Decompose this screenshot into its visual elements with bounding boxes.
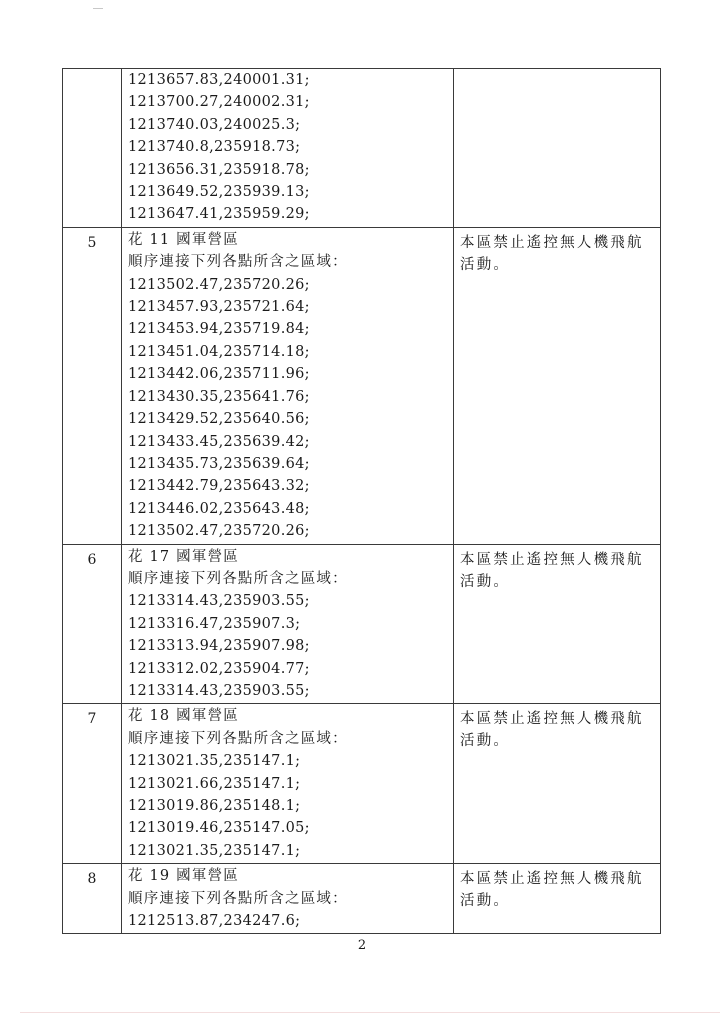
coordinate-point: 1213314.43,235903.55; bbox=[128, 593, 310, 610]
coordinate-point: 1213457.93,235721.64; bbox=[128, 299, 310, 316]
coordinate-point: 1213647.41,235959.29; bbox=[128, 206, 310, 223]
area-description bbox=[128, 704, 453, 863]
table-row bbox=[63, 544, 661, 704]
row-number: 7 bbox=[63, 704, 122, 864]
scan-edge-line bbox=[20, 1012, 720, 1013]
coordinate-point: 1213446.02,235643.48; bbox=[128, 500, 310, 517]
coordinate-point: 1213429.52,235640.56; bbox=[128, 411, 310, 428]
area-description bbox=[128, 228, 453, 544]
coordinate-point: 1213313.94,235907.98; bbox=[128, 638, 310, 655]
page-number: 2 bbox=[357, 938, 367, 953]
restriction-text: 本區禁止遙控無人機飛航 bbox=[460, 551, 644, 568]
restriction-cell bbox=[454, 69, 661, 228]
coordinate-point: 1213019.86,235148.1; bbox=[128, 798, 301, 814]
row-number bbox=[63, 69, 122, 228]
area-title: 花 19 國軍營區 bbox=[128, 868, 239, 885]
table-row bbox=[63, 864, 661, 934]
coordinate-point: 1213451.04,235714.18; bbox=[128, 343, 310, 360]
table-row bbox=[63, 69, 661, 228]
area-title: 花 11 國軍營區 bbox=[128, 231, 239, 248]
restriction-text: 活動。 bbox=[460, 256, 511, 273]
area-title: 花 17 國軍營區 bbox=[128, 548, 239, 565]
restriction-text: 活動。 bbox=[460, 573, 511, 590]
area-description-cell bbox=[122, 704, 454, 864]
restriction-cell bbox=[454, 544, 661, 704]
connection-instruction: 順序連接下列各點所含之區域： bbox=[128, 730, 348, 747]
coordinate-point: 1213435.73,235639.64; bbox=[128, 455, 310, 472]
coordinate-point: 1213316.47,235907.3; bbox=[128, 615, 301, 632]
area-description-cell bbox=[122, 227, 454, 544]
coordinate-point: 1213433.45,235639.42; bbox=[128, 433, 310, 450]
connection-instruction: 順序連接下列各點所含之區域： bbox=[128, 570, 348, 587]
coordinate-point: 1213657.83,240001.31; bbox=[128, 72, 310, 88]
row-number: 5 bbox=[63, 227, 122, 544]
coordinate-point: 1213430.35,235641.76; bbox=[128, 388, 310, 405]
area-description-cell bbox=[122, 864, 454, 934]
table-row bbox=[63, 704, 661, 864]
restriction-cell bbox=[454, 704, 661, 864]
restriction-text: 本區禁止遙控無人機飛航 bbox=[460, 711, 644, 728]
coordinate-point: 1213442.79,235643.32; bbox=[128, 478, 310, 495]
area-description bbox=[128, 69, 453, 227]
restriction-text: 本區禁止遙控無人機飛航 bbox=[460, 871, 644, 888]
coordinate-point: 1213502.47,235720.26; bbox=[128, 276, 310, 293]
restriction-text: 活動。 bbox=[460, 893, 511, 910]
area-description bbox=[128, 864, 453, 933]
coordinate-point: 1213312.02,235904.77; bbox=[128, 660, 310, 677]
coordinate-point: 1213021.66,235147.1; bbox=[128, 775, 301, 792]
coordinate-point: 1213649.52,235939.13; bbox=[128, 184, 310, 201]
coordinate-point: 1213700.27,240002.31; bbox=[128, 94, 310, 111]
row-number: 8 bbox=[63, 864, 122, 934]
connection-instruction: 順序連接下列各點所含之區域： bbox=[128, 254, 348, 271]
connection-instruction: 順序連接下列各點所含之區域： bbox=[128, 890, 348, 907]
coordinate-point: 1213019.46,235147.05; bbox=[128, 820, 310, 837]
coordinate-point: 1212513.87,234247.6; bbox=[128, 913, 301, 930]
restriction-cell bbox=[454, 227, 661, 544]
coordinate-point: 1213502.47,235720.26; bbox=[128, 523, 310, 540]
restricted-zones-table bbox=[62, 68, 661, 934]
row-number: 6 bbox=[63, 544, 122, 704]
coordinate-point: 1213021.35,235147.1; bbox=[128, 753, 301, 770]
coordinate-point: 1213740.03,240025.3; bbox=[128, 116, 301, 133]
scan-mark bbox=[93, 8, 103, 9]
table-row bbox=[63, 227, 661, 544]
area-description-cell bbox=[122, 69, 454, 228]
restriction-text: 本區禁止遙控無人機飛航 bbox=[460, 234, 644, 251]
area-description bbox=[128, 545, 453, 704]
coordinate-point: 1213314.43,235903.55; bbox=[128, 682, 310, 699]
area-title: 花 18 國軍營區 bbox=[128, 708, 239, 725]
coordinate-point: 1213442.06,235711.96; bbox=[128, 366, 310, 383]
area-description-cell bbox=[122, 544, 454, 704]
coordinate-point: 1213453.94,235719.84; bbox=[128, 321, 310, 338]
restriction-text: 活動。 bbox=[460, 733, 511, 750]
coordinate-point: 1213021.35,235147.1; bbox=[128, 842, 301, 859]
table-body bbox=[63, 69, 661, 934]
restriction-cell bbox=[454, 864, 661, 934]
coordinate-point: 1213740.8,235918.73; bbox=[128, 139, 301, 156]
coordinate-point: 1213656.31,235918.78; bbox=[128, 161, 310, 178]
